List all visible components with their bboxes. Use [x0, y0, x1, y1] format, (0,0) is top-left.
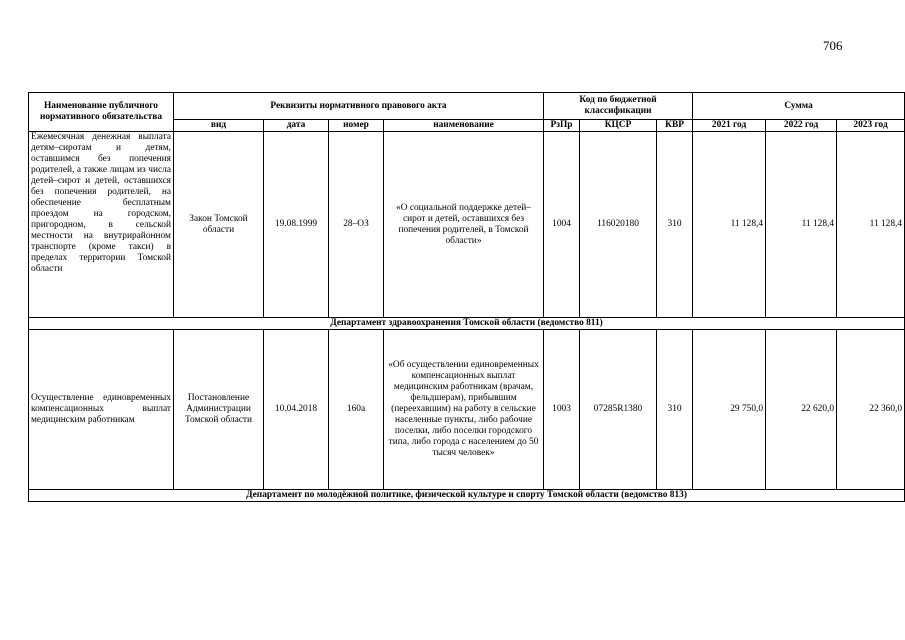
header-budget-code: Код по бюджетной классификации [544, 93, 693, 120]
header-act-details: Реквизиты нормативного правового акта [174, 93, 544, 120]
sum-2021-cell: 11 128,4 [693, 132, 766, 318]
obligation-cell: Осуществление единовременных компенсационных выплат медицинским работникам [29, 330, 174, 490]
sum-2022-cell: 22 620,0 [766, 330, 837, 490]
act-date-cell: 10.04.2018 [264, 330, 329, 490]
rzpr-cell: 1003 [544, 330, 580, 490]
header-2022: 2022 год [766, 120, 837, 132]
obligation-cell: Ежемесячная денежная выплата детям–сиротам и детям, оставшимся без попечения родителей, а также лицам из числа детей–сирот и детей, оставшихся без попечения родителей, на обеспечение бесплатным проездом на городском, пригородном, в сельской местности на внутрирайонном транспорте (кроме такси) в пределах территории Томской области [29, 132, 174, 318]
header-obligation-name: Наименование публичного нормативного обязательства [29, 93, 174, 132]
header-2021: 2021 год [693, 120, 766, 132]
kcsr-cell: 116020180 [580, 132, 657, 318]
header-kvr: КВР [657, 120, 693, 132]
act-number-cell: 160а [329, 330, 384, 490]
department-heading-youth: Департамент по молодёжной политике, физической культуре и спорту Томской области (ведомство 813) [29, 490, 905, 502]
header-date: дата [264, 120, 329, 132]
sum-2022-cell: 11 128,4 [766, 132, 837, 318]
header-kcsr: КЦСР [580, 120, 657, 132]
sum-2023-cell: 11 128,4 [837, 132, 905, 318]
act-name-cell: «Об осуществлении единовременных компенсационных выплат медицинским работникам (врачам, фельдшерам), прибывшим (переехавшим) на работу в сельские населенные пункты, либо рабочие поселки, либо поселки городского типа, либо города с населением до 50 тысяч человек» [384, 330, 544, 490]
act-name-cell: «О социальной поддержке детей–сирот и детей, оставшихся без попечения родителей, в Томской области» [384, 132, 544, 318]
table-row [29, 132, 905, 318]
act-number-cell: 28–ОЗ [329, 132, 384, 318]
obligations-table [28, 92, 905, 502]
act-type-cell: Постановление Администрации Томской области [174, 330, 264, 490]
header-type: вид [174, 120, 264, 132]
act-date-cell: 19.08.1999 [264, 132, 329, 318]
department-heading-health: Департамент здравоохранения Томской области (ведомство 811) [29, 318, 905, 330]
kvr-cell: 310 [657, 330, 693, 490]
header-sum: Сумма [693, 93, 905, 120]
sum-2021-cell: 29 750,0 [693, 330, 766, 490]
kcsr-cell: 07285R1380 [580, 330, 657, 490]
table-row [29, 330, 905, 490]
header-number: номер [329, 120, 384, 132]
header-rzpr: РзПр [544, 120, 580, 132]
act-type-cell: Закон Томской области [174, 132, 264, 318]
kvr-cell: 310 [657, 132, 693, 318]
sum-2023-cell: 22 360,0 [837, 330, 905, 490]
header-name: наименование [384, 120, 544, 132]
rzpr-cell: 1004 [544, 132, 580, 318]
header-2023: 2023 год [837, 120, 905, 132]
page-number: 706 [823, 38, 843, 53]
